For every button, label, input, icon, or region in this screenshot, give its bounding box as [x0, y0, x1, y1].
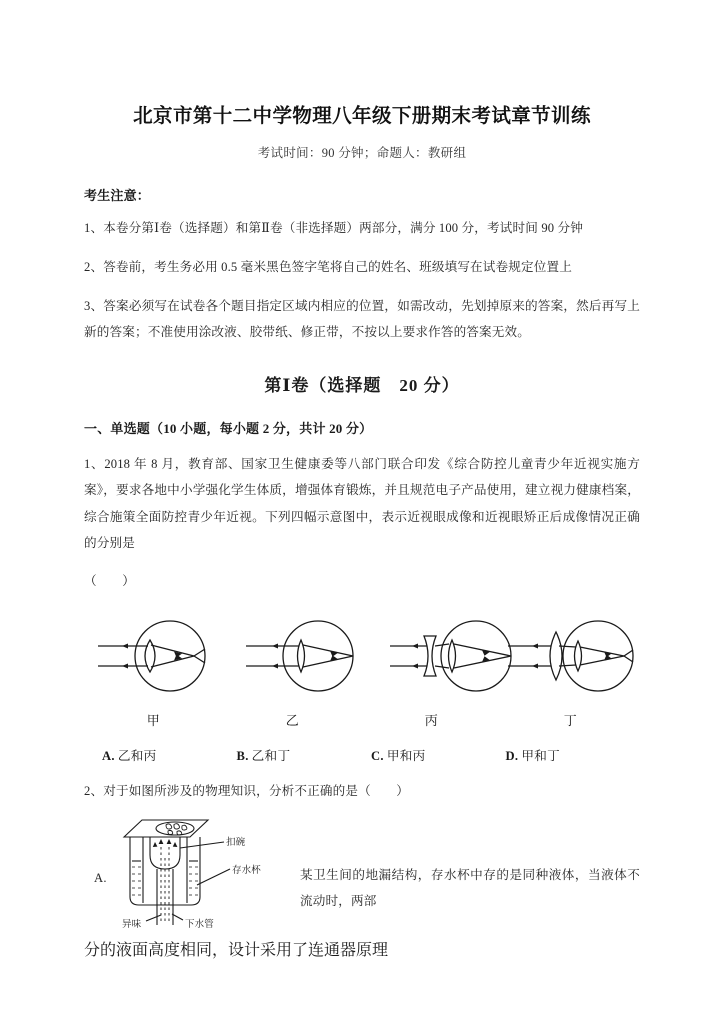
page-title: 北京市第十二中学物理八年级下册期末考试章节训练 — [133, 106, 591, 127]
question-2-stem: 对于如图所涉及的物理知识，分析不正确的是（ ） — [103, 783, 410, 798]
diagram-jia — [98, 621, 205, 691]
notice-item-1: 1、本卷分第Ⅰ卷（选择题）和第Ⅱ卷（非选择题）两部分，满分 100 分，考试时间 90 分钟 — [84, 221, 583, 236]
question-1-text — [84, 451, 640, 556]
eye-label-ding: 丁 — [563, 712, 578, 728]
question-2-option-a-text-cont: 分的液面高度相同，设计采用了连通器原理 — [84, 941, 389, 959]
option-b[interactable] — [237, 745, 372, 764]
eye-label-yi: 乙 — [285, 712, 300, 728]
option-a[interactable] — [102, 745, 237, 764]
option-a-text: 乙和丙 — [117, 748, 157, 763]
question-2-text — [84, 778, 640, 804]
question-2-number: 2、 — [84, 783, 104, 798]
option-d-text: 甲和丁 — [521, 748, 561, 763]
option-c-letter: C. — [371, 748, 384, 763]
question-1-figure — [84, 610, 640, 710]
callout-koubowl: 扣碗 — [226, 837, 246, 848]
option-a-letter: A. — [102, 748, 115, 763]
question-2-option-letter: A. — [94, 870, 107, 885]
question-1-answer-paren: （ ） — [84, 573, 135, 588]
eye-diagrams-svg — [84, 610, 640, 710]
callout-water-cup: 存水杯 — [232, 865, 261, 876]
question-2-option-a-text: 某卫生间的地漏结构，存水杯中存的是同种液体，当液体不流动时，两部 — [300, 867, 640, 908]
notice-heading: 考生注意： — [84, 188, 151, 204]
option-c[interactable] — [371, 745, 506, 764]
question-1-stem: 2018 年 8 月，教育部、国家卫生健康委等八部门联合印发《综合防控儿童青少年近视实施方案》，要求各地中小学强化学生体质，增强体育锻炼，并且规范电子产品使用，建立视力健康档案，综合施策全面防控青少年近视。下列四幅示意图中，表示近视眼成像和近视眼矫正后成像情况正确的分别是 — [84, 457, 640, 550]
page-content — [84, 0, 640, 960]
question-2-figure — [84, 817, 300, 933]
question-1-number: 1、 — [84, 457, 105, 472]
question-2-option-a-block — [84, 817, 640, 933]
question-1-options — [84, 745, 640, 764]
notice-item-2: 2、答卷前，考生务必用 0.5 毫米黑色签字笔将自己的姓名、班级填写在试卷规定位置上 — [84, 260, 573, 275]
subsection-title: 一、单选题（10 小题，每小题 2 分，共计 20 分） — [84, 421, 373, 437]
exam-subtitle: 考试时间：90 分钟；命题人：教研组 — [257, 146, 467, 161]
option-c-text: 甲和丙 — [386, 748, 426, 763]
eye-label-jia: 甲 — [146, 712, 161, 728]
callout-odor: 异味 — [122, 919, 142, 930]
option-b-text: 乙和丁 — [251, 748, 291, 763]
diagram-bing — [390, 621, 511, 691]
diagram-ding — [508, 621, 633, 691]
diagram-yi — [246, 621, 353, 691]
option-b-letter: B. — [236, 748, 249, 763]
floor-drain-svg — [84, 817, 300, 933]
notice-item-3: 3、答案必须写在试卷各个题目指定区域内相应的位置，如需改动，先划掉原来的答案，然后再写上新的答案；不准使用涂改液、胶带纸、修正带，不按以上要求作答的答案无效。 — [84, 298, 640, 340]
eye-diagram-labels — [84, 710, 640, 729]
eye-label-bing: 丙 — [424, 712, 439, 728]
section-title: 第Ⅰ卷（选择题 20 分） — [264, 376, 460, 396]
option-d[interactable] — [506, 745, 641, 764]
option-d-letter: D. — [505, 748, 519, 763]
callout-drain-pipe: 下水管 — [185, 919, 214, 930]
